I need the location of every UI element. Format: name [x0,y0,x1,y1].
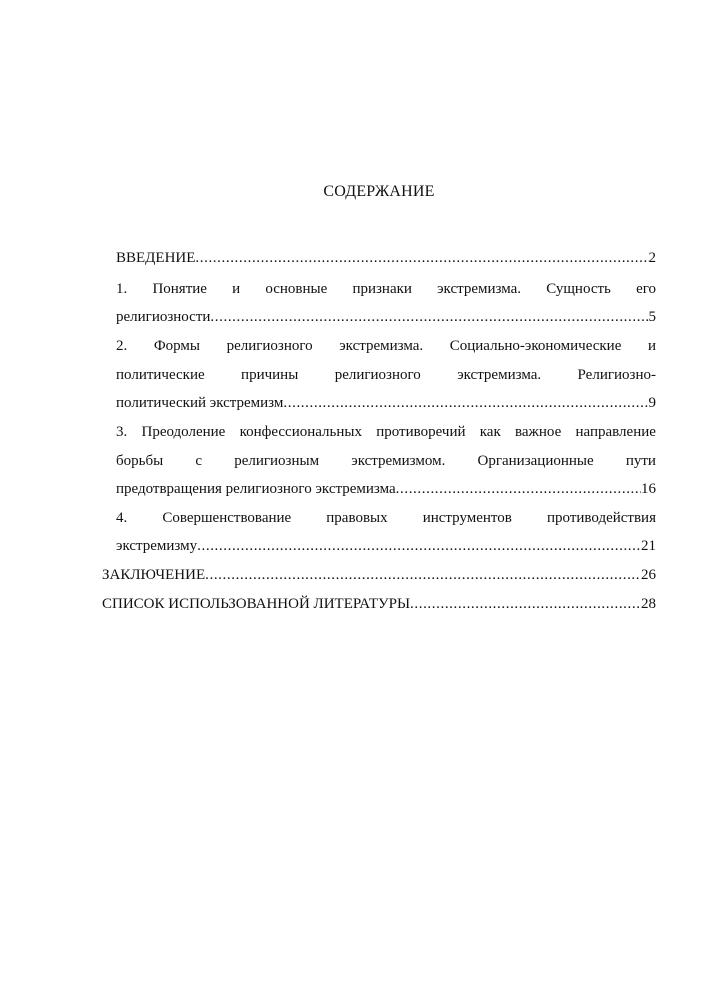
word: 1. [116,281,128,297]
toc-page-number: 28 [641,596,656,612]
dot-leader [410,595,641,613]
word: борьбы [116,453,164,469]
dot-leader [210,308,648,326]
toc-entry-label: предотвращения религиозного экстремизма [116,481,396,497]
word: экстремизма. [457,367,542,383]
toc-entry-label: религиозности [116,309,211,325]
dot-leader [195,249,648,267]
toc-entry-label: СПИСОК ИСПОЛЬЗОВАННОЙ ЛИТЕРАТУРЫ [102,596,411,612]
word: Понятие [152,281,207,297]
word: политические [116,367,205,383]
word: пути [625,453,656,469]
word: 4. [116,510,128,526]
word: Преодоление [141,424,226,440]
toc-entry-conclusion[interactable] [102,566,656,584]
word: признаки [352,281,412,297]
word: Организационные [477,453,594,469]
toc-page-number: 9 [648,395,656,411]
toc-entry-chapter-2-line-3[interactable] [116,394,656,412]
word: важное [514,424,562,440]
dot-leader [205,566,641,584]
dot-leader [197,537,641,555]
word: религиозного [334,367,421,383]
toc-entry-chapter-4-line-2[interactable] [116,537,656,555]
toc-page-number: 16 [641,481,656,497]
toc-entry-label: политический экстремизм [116,395,284,411]
word: Совершенствование [162,510,292,526]
word: конфессиональных [239,424,362,440]
toc-entry-label: экстремизму [116,538,198,554]
toc-page-number: 21 [641,538,656,554]
word: и [232,281,241,297]
word: 3. [116,424,128,440]
word: экстремизмом. [351,453,446,469]
toc-entry-references[interactable] [102,595,656,613]
word: направление [575,424,656,440]
word: экстремизма. [339,338,424,354]
word: Формы [153,338,201,354]
toc-page-number: 26 [641,567,656,583]
toc-entry-chapter-3-line-2[interactable] [116,452,656,470]
word: 2. [116,338,128,354]
dot-leader [283,394,648,412]
toc-entry-chapter-4-line-1[interactable] [116,509,656,527]
word: как [479,424,501,440]
word: его [636,281,656,297]
word: Сущность [546,281,611,297]
toc-entry-label: ЗАКЛЮЧЕНИЕ [102,567,206,583]
toc-entry-chapter-2-line-2[interactable] [116,366,656,384]
toc-entry-chapter-1-line-2[interactable] [116,308,656,326]
word: основные [265,281,328,297]
word: и [647,338,656,354]
toc-page-number: 5 [648,309,656,325]
toc-entry-chapter-3-line-1[interactable] [116,423,656,441]
toc-entry-chapter-1-line-1[interactable] [116,280,656,298]
toc-page-number: 2 [648,250,656,266]
word: причины [241,367,299,383]
word: инструментов [422,510,512,526]
word: экстремизма. [437,281,522,297]
toc-entry-chapter-3-line-3[interactable] [116,480,656,498]
word: религиозного [226,338,313,354]
word: Социально-экономические [449,338,622,354]
word: противоречий [376,424,466,440]
toc-entry-chapter-2-line-1[interactable] [116,337,656,355]
dot-leader [396,480,641,498]
word: противодействия [546,510,656,526]
toc-heading: СОДЕРЖАНИЕ [323,183,435,200]
word: с [195,453,203,469]
word: религиозным [234,453,320,469]
toc-entry-label: ВВЕДЕНИЕ [116,250,196,266]
word: правовых [326,510,388,526]
word: Религиозно- [577,367,656,383]
toc-entry-introduction[interactable] [116,249,656,267]
